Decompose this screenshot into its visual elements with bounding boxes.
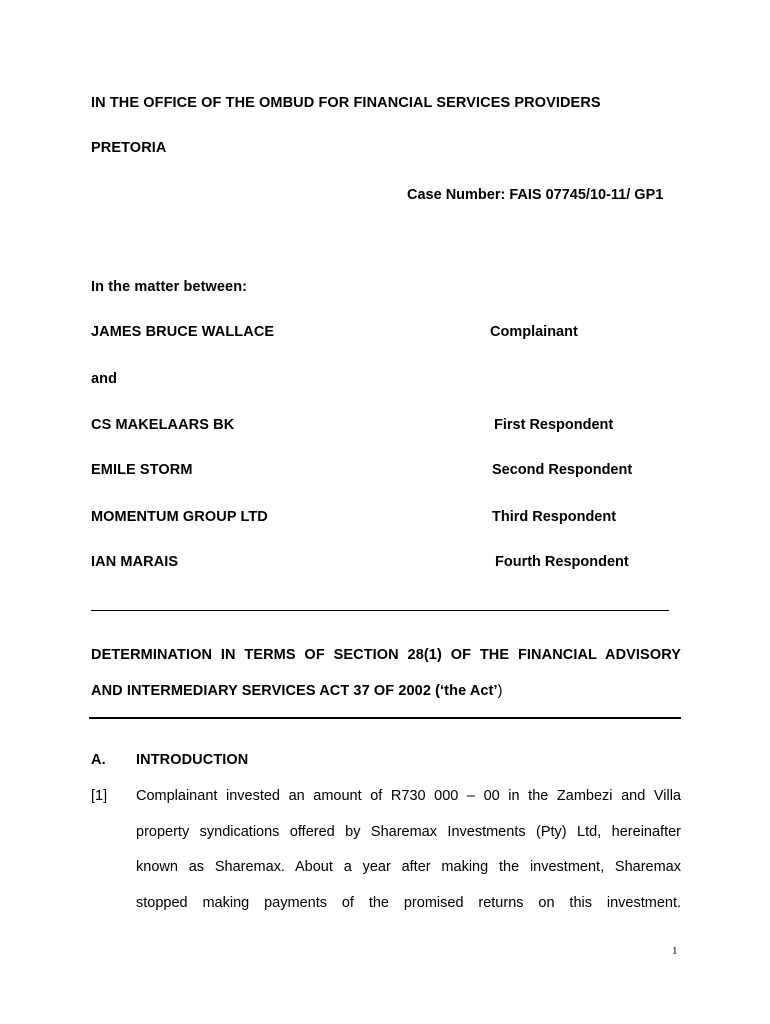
page-number: 1 <box>672 945 678 957</box>
respondent-4-role: Fourth Respondent <box>495 554 629 570</box>
complainant-name: JAMES BRUCE WALLACE <box>91 324 275 340</box>
determination-title-main: AND INTERMEDIARY SERVICES ACT 37 OF 2002 (‘the Act’ <box>91 683 498 699</box>
determination-title-line1: DETERMINATION IN TERMS OF SECTION 28(1) OF THE FINANCIAL ADVISORY <box>91 647 681 663</box>
respondent-3-role: Third Respondent <box>492 509 617 525</box>
respondent-2-name: EMILE STORM <box>91 462 193 478</box>
paragraph-line-1: Complainant invested an amount of R730 000 – 00 in the Zambezi and Villa <box>136 788 681 804</box>
respondent-1-name: CS MAKELAARS BK <box>91 417 235 433</box>
determination-title-close: ) <box>497 683 503 699</box>
section-heading: INTRODUCTION <box>136 752 249 768</box>
paragraph-number: [1] <box>91 788 108 804</box>
case-number: Case Number: FAIS 07745/10-11/ GP1 <box>407 187 664 203</box>
matter-intro: In the matter between: <box>91 279 248 295</box>
separator-line <box>91 610 669 611</box>
respondent-1-role: First Respondent <box>494 417 614 433</box>
paragraph-line-4: stopped making payments of the promised returns on this investment. <box>136 895 681 911</box>
respondent-3-name: MOMENTUM GROUP LTD <box>91 509 268 525</box>
paragraph-line-3: known as Sharemax. About a year after making the investment, Sharemax <box>136 859 681 875</box>
and-text: and <box>91 371 118 387</box>
office-heading: IN THE OFFICE OF THE OMBUD FOR FINANCIAL SERVICES PROVIDERS <box>91 95 601 111</box>
title-rule <box>89 717 681 719</box>
section-letter: A. <box>91 752 106 768</box>
paragraph-line-2: property syndications offered by Sharemax Investments (Pty) Ltd, hereinafter <box>136 824 681 840</box>
respondent-4-name: IAN MARAIS <box>91 554 179 570</box>
complainant-role: Complainant <box>490 324 578 340</box>
determination-title-line2 <box>91 683 503 699</box>
respondent-2-role: Second Respondent <box>492 462 633 478</box>
city-heading: PRETORIA <box>91 140 167 156</box>
